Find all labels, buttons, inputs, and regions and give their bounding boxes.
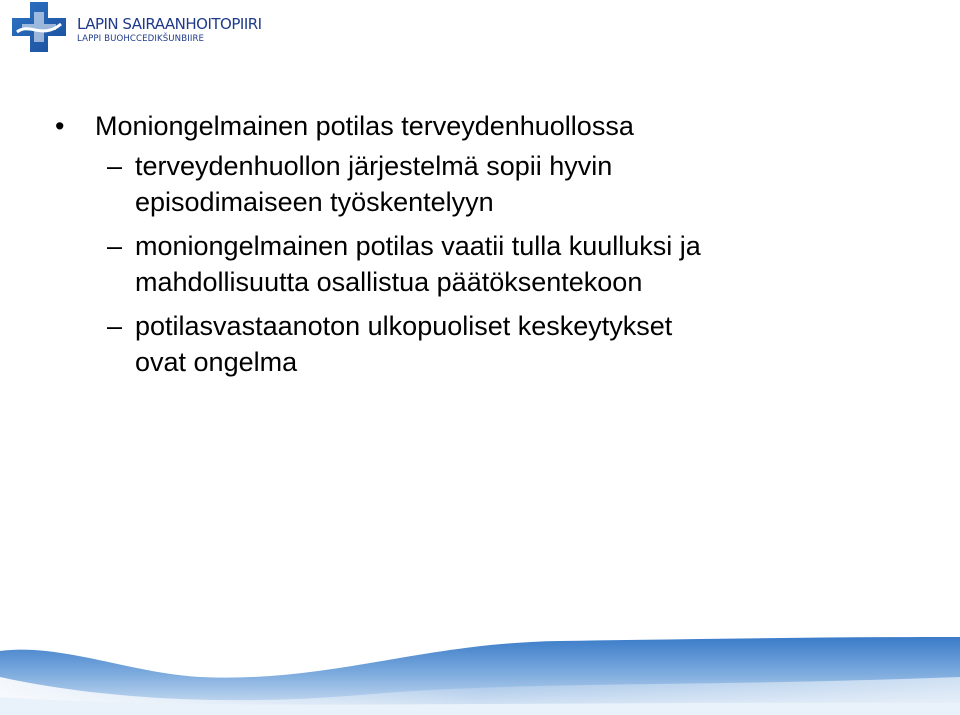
- logo: [12, 2, 312, 56]
- bullet-glyph: •: [55, 111, 65, 141]
- dash-glyph: –: [107, 311, 123, 341]
- dash-glyph: –: [107, 151, 123, 181]
- logo-subtitle: LAPPI BUOHCCEDIKŠUNBIIRE: [77, 34, 205, 44]
- sub-item-3-line2: ovat ongelma: [135, 347, 298, 377]
- cross-logo-icon: [12, 2, 66, 52]
- main-item-text: Moniongelmainen potilas terveydenhuollossa: [95, 111, 634, 141]
- dash-glyph: –: [107, 231, 123, 261]
- sub-item-1-line1: terveydenhuollon järjestelmä sopii hyvin: [135, 151, 613, 181]
- slide-content: [55, 108, 915, 388]
- main-bullet-item: [55, 108, 915, 144]
- logo-text: [77, 16, 262, 45]
- sub-item-3-line1: potilasvastaanoton ulkopuoliset keskeytykset: [135, 311, 673, 341]
- sub-item-2-line2: mahdollisuutta osallistua päätöksentekoon: [135, 267, 643, 297]
- footer-wave: [0, 637, 960, 715]
- sub-item-2-line1: moniongelmainen potilas vaatii tulla kuulluksi ja: [135, 231, 701, 261]
- sub-item-1: [107, 148, 915, 220]
- sub-item-2: [107, 228, 915, 300]
- sub-item-1-line2: episodimaiseen työskentelyyn: [135, 187, 494, 217]
- sub-item-3: [107, 308, 915, 380]
- logo-title: LAPIN SAIRAANHOITOPIIRI: [77, 15, 262, 33]
